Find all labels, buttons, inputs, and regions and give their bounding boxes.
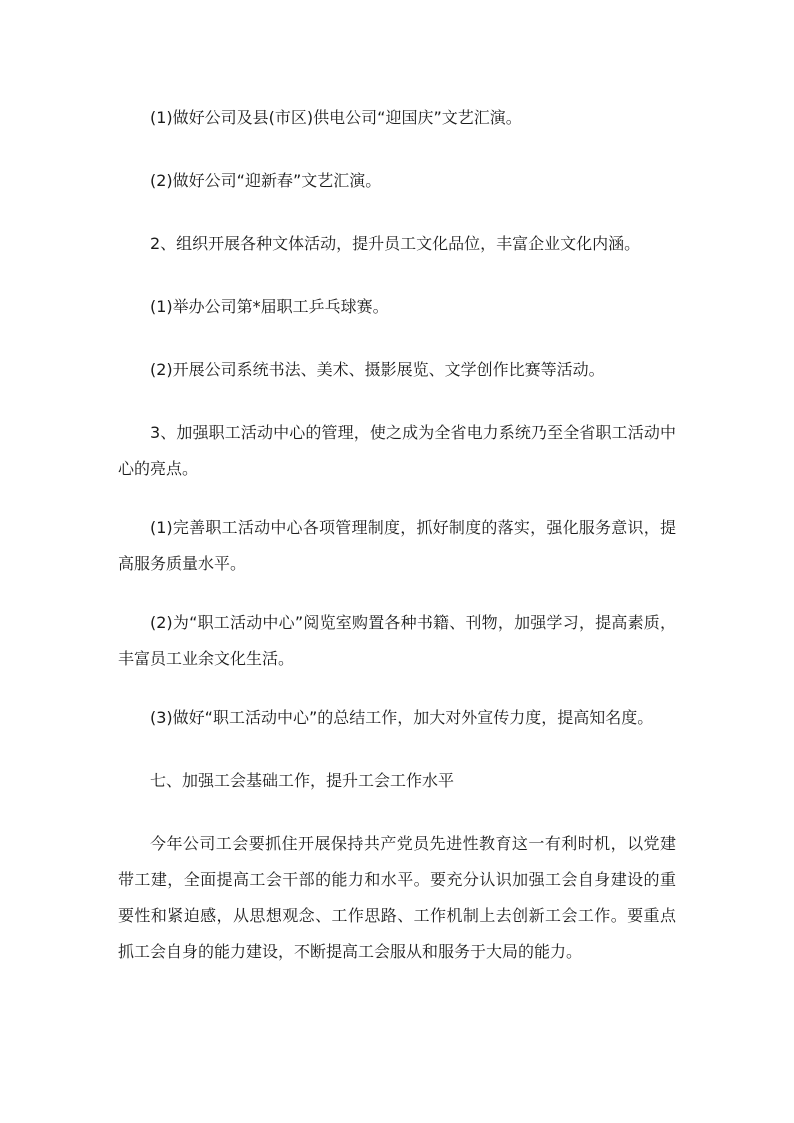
document-body [118,100,676,997]
paragraph-9: (3)做好“职工活动中心”的总结工作，加大对外宣传力度，提高知名度。 [150,708,654,727]
paragraph-4: (1)举办公司第*届职工乒乓球赛。 [150,297,389,316]
paragraph-8: (2)为“职工活动中心”阅览室购置各种书籍、刊物，加强学习，提高素质，丰富员工业余文化生活。 [118,613,676,668]
paragraph-2: (2)做好公司“迎新春”文艺汇演。 [150,171,382,190]
paragraph-7: (1)完善职工活动中心各项管理制度，抓好制度的落实，强化服务意识，提高服务质量水平。 [118,518,676,573]
paragraph-1: (1)做好公司及县(市区)供电公司“迎国庆”文艺汇演。 [150,108,522,127]
paragraph-10: 今年公司工会要抓住开展保持共产党员先进性教育这一有利时机，以党建带工建，全面提高工会干部的能力和水平。要充分认识加强工会自身建设的重要性和紧迫感，从思想观念、工作思路、工作机制上去创新工会工作。要重点抓工会自身的能力建设，不断提高工会服从和服务于大局的能力。 [118,834,676,961]
paragraph-3: 2、组织开展各种文体活动，提升员工文化品位，丰富企业文化内涵。 [150,234,641,253]
paragraph-5: (2)开展公司系统书法、美术、摄影展览、文学创作比赛等活动。 [150,360,605,379]
paragraph-6: 3、加强职工活动中心的管理，使之成为全省电力系统乃至全省职工活动中心的亮点。 [118,423,676,478]
section-heading: 七、加强工会基础工作，提升工会工作水平 [150,771,455,790]
